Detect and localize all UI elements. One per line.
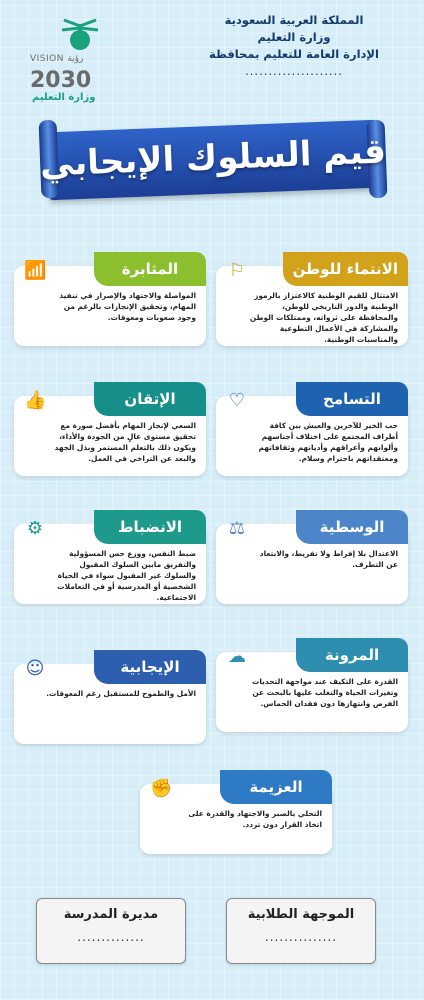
card-text: التحلي بالصبر والاجتهاد والقدرة على اتخاذ القرار دون تردد. (188, 809, 322, 829)
principal-title: مديرة المدرسة (63, 907, 159, 922)
card-text: الامتثال للقيم الوطنية كالاعتزاز بالرموز الوطنية والدور التاريخي للوطن، والمحافظة على ثرواته، وممتلكات الوطن والمشاركة في الأعمال التطوعية والمناسبات الوطنية. (249, 291, 398, 344)
value-card-belonging (216, 260, 408, 346)
principal-signature-box (36, 898, 186, 964)
smile-icon: ☺ (25, 658, 45, 679)
thumbs-up-icon: 👍 (24, 390, 47, 411)
value-card-discipline (14, 518, 206, 604)
ministry-text: وزارة التعليم (257, 30, 331, 44)
year-text: 2030 (30, 68, 92, 93)
balance-person-icon: ⚖ (228, 518, 246, 539)
directorate-blank: ..................... (245, 64, 343, 78)
cloud-icon: ☁ (228, 646, 246, 667)
card-text: السعي لإنجاز المهام بأفضل صورة مع تحقيق مستوى عالٍ من الجودة والأداء، ويكون ذلك بالتعلم المستمر وبذل الجهد والبعد عن التراخي في العمل. (54, 421, 196, 463)
principal-signature-line: .............. (77, 930, 145, 944)
value-card-moderation (216, 518, 408, 604)
counselor-title: الموجهة الطلابية (247, 907, 355, 922)
vision-2030-logo (24, 18, 124, 104)
value-card-positivity (14, 658, 206, 744)
card-title: المثابرة (94, 252, 206, 286)
value-card-flexibility (216, 646, 408, 732)
value-card-determination (140, 778, 332, 854)
card-title: العزيمة (220, 770, 332, 804)
palm-logo-icon (50, 18, 110, 52)
vision-text: VISION رؤية (30, 54, 84, 64)
value-card-perseverance (14, 260, 206, 346)
card-title: الانضباط (94, 510, 206, 544)
card-title: المرونة (296, 638, 408, 672)
card-text: الاعتدال بلا إفراط ولا تفريط، والابتعاد عن التطرف. (259, 549, 398, 569)
logo-ministry-text: وزارة التعليم (32, 92, 96, 103)
title-banner (38, 116, 388, 204)
card-text: المواصلة والاجتهاد والإصرار في تنفيذ المهام، وتحقيق الإنجازات بالرغم من وجود صعوبات ومعوقات. (59, 291, 196, 322)
directorate-text: الإدارة العامة للتعليم بمحافظة (209, 47, 379, 61)
card-title: الوسطية (296, 510, 408, 544)
card-text: ضبط النفس، ووزع حس المسؤولية والتفريق مابين السلوك المقبول والسلوك غير المقبول سواء في الحياة الشخصية أو المدرسية أو في التعاملات الاجتماعية. (57, 549, 196, 602)
counselor-signature-line: ............... (264, 930, 338, 944)
heart-hands-icon: ♡ (228, 390, 246, 411)
header-block (184, 12, 404, 80)
card-title: الإتقان (94, 382, 206, 416)
value-card-tolerance (216, 390, 408, 476)
card-text: القدرة على التكيف عند مواجهة التحديات وتغيرات الحياة والتغلب عليها بالبحث عن الفرص وانتهازها دون فقدان الحماس. (251, 677, 398, 708)
card-text: حب الخير للآخرين والعيش بين كافة أطراف المجتمع على اختلاف أجناسهم وألوانهم وأعراقهم وأديانهم وثقافاتهم ومعتقداتهم باحترام وسلام. (258, 421, 398, 463)
counselor-signature-box (226, 898, 376, 964)
head-gears-icon: ⚙ (26, 518, 44, 539)
value-card-mastery (14, 390, 206, 476)
card-title: الإيجابية (94, 650, 206, 684)
flag-icon: ⚐ (228, 260, 246, 281)
card-text: الأمل والطموح للمستقبل رغم المعوقات. (46, 689, 196, 698)
raised-fist-icon: ✊ (150, 778, 173, 799)
growth-chart-icon: 📶 (24, 260, 47, 281)
page-title: قيم السلوك الإيجابي (39, 131, 387, 185)
card-title: التسامح (296, 382, 408, 416)
kingdom-text: المملكة العربية السعودية (224, 13, 364, 27)
card-title: الانتماء للوطن (283, 252, 408, 286)
